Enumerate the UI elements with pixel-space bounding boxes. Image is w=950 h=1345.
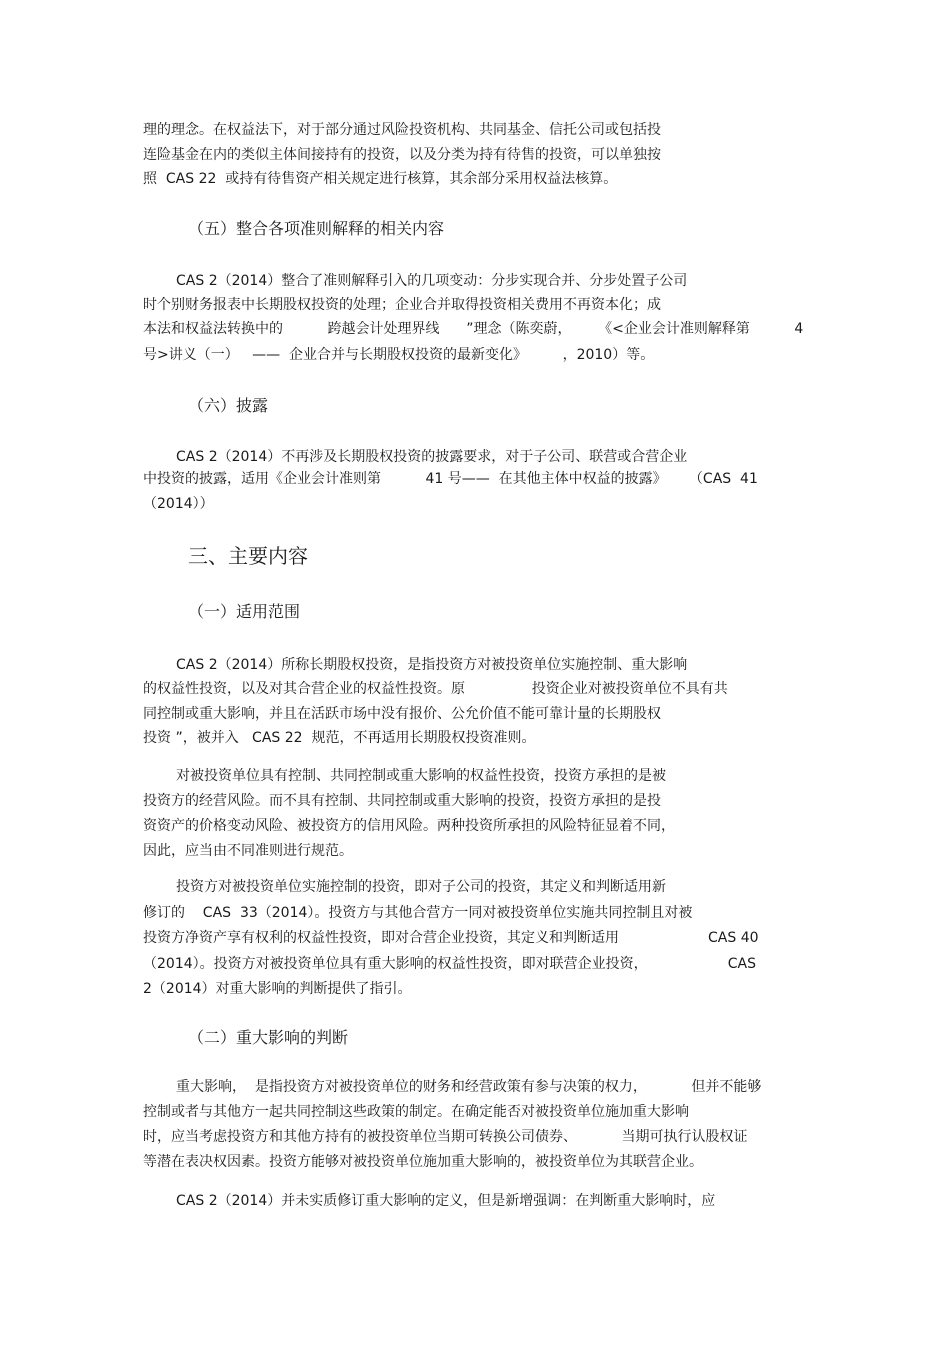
influence-p1-line-2: 控制或者与其他方一起共同控制这些政策的制定。在确定能否对被投资单位施加重大影响 [143, 1104, 689, 1120]
scope-p2-line-1: 对被投资单位具有控制、共同控制或重大影响的权益性投资，投资方承担的是被 [176, 768, 666, 784]
scope-p3-line-4: （2014）。投资方对被投资单位具有重大影响的权益性投资，即对联营企业投资， CAS [143, 956, 756, 972]
section-5-line-2: 时个别财务报表中长期股权投资的处理；企业合并取得投资相关费用不再资本化；成 [143, 297, 661, 313]
section-6-line-2: 中投资的披露，适用《企业会计准则第 41 号—— 在其他主体中权益的披露》 （CAS 41 [143, 471, 758, 487]
influence-p1-line-4: 等潜在表决权因素。投资方能够对被投资单位施加重大影响的，被投资单位为其联营企业。 [143, 1154, 703, 1170]
intro-line-2: 连险基金在内的类似主体间接持有的投资，以及分类为持有待售的投资，可以单独按 [143, 147, 661, 163]
scope-p1-line-3: 同控制或重大影响，并且在活跃市场中没有报价、公允价值不能可靠计量的长期股权 [143, 706, 661, 722]
scope-p2-line-2: 投资方的经营风险。而不具有控制、共同控制或重大影响的投资，投资方承担的是投 [143, 793, 661, 809]
section-5-line-4: 号>讲义（一） —— 企业合并与长期股权投资的最新变化》 ，2010）等。 [143, 347, 655, 363]
scope-p3-line-1: 投资方对被投资单位实施控制的投资，即对子公司的投资，其定义和判断适用新 [176, 879, 666, 895]
intro-line-1: 理的理念。在权益法下，对于部分通过风险投资机构、共同基金、信托公司或包括投 [143, 122, 661, 138]
section-5-line-3: 本法和权益法转换中的 跨越会计处理界线 ”理念（陈奕蔚， 《<企业会计准则解释第 4 [143, 321, 804, 337]
section-5-heading: （五）整合各项准则解释的相关内容 [188, 219, 445, 238]
influence-p1-line-3: 时，应当考虑投资方和其他方持有的被投资单位当期可转换公司债券、 当期可执行认股权证 [143, 1129, 748, 1145]
scope-p2-line-3: 资资产的价格变动风险、被投资方的信用风险。两种投资所承担的风险特征显着不同， [143, 818, 675, 834]
scope-p3-line-5: 2（2014）对重大影响的判断提供了指引。 [143, 981, 412, 997]
section-6-line-3: （2014）） [143, 496, 214, 512]
section-6-heading: （六）披露 [188, 396, 269, 415]
section-6-line-1: CAS 2（2014）不再涉及长期股权投资的披露要求，对于子公司、联营或合营企业 [176, 449, 688, 465]
intro-line-3: 照 CAS 22 或持有待售资产相关规定进行核算，其余部分采用权益法核算。 [143, 171, 618, 187]
scope-p3-line-3: 投资方净资产享有权利的权益性投资，即对合营企业投资，其定义和判断适用 CAS 40 [143, 930, 759, 946]
influence-heading: （二）重大影响的判断 [188, 1028, 349, 1047]
influence-p2-line-1: CAS 2（2014）并未实质修订重大影响的定义，但是新增强调：在判断重大影响时，应 [176, 1193, 716, 1209]
scope-p1-line-4: 投资 ”，被并入 CAS 22 规范，不再适用长期股权投资准则。 [143, 730, 536, 746]
influence-p1-line-1: 重大影响， 是指投资方对被投资单位的财务和经营政策有参与决策的权力， 但并不能够 [176, 1079, 762, 1095]
part-3-heading: 三、主要内容 [188, 544, 308, 568]
scope-p3-line-2: 修订的 CAS 33（2014）。投资方与其他合营方一同对被投资单位实施共同控制且对被 [143, 905, 693, 921]
section-5-line-1: CAS 2（2014）整合了准则解释引入的几项变动：分步实现合并、分步处置子公司 [176, 273, 688, 289]
scope-p1-line-2: 的权益性投资，以及对其合营企业的权益性投资。原 投资企业对被投资单位不具有共 [143, 681, 728, 697]
scope-heading: （一）适用范围 [188, 602, 301, 621]
scope-p2-line-4: 因此，应当由不同准则进行规范。 [143, 843, 353, 859]
scope-p1-line-1: CAS 2（2014）所称长期股权投资，是指投资方对被投资单位实施控制、重大影响 [176, 657, 688, 673]
